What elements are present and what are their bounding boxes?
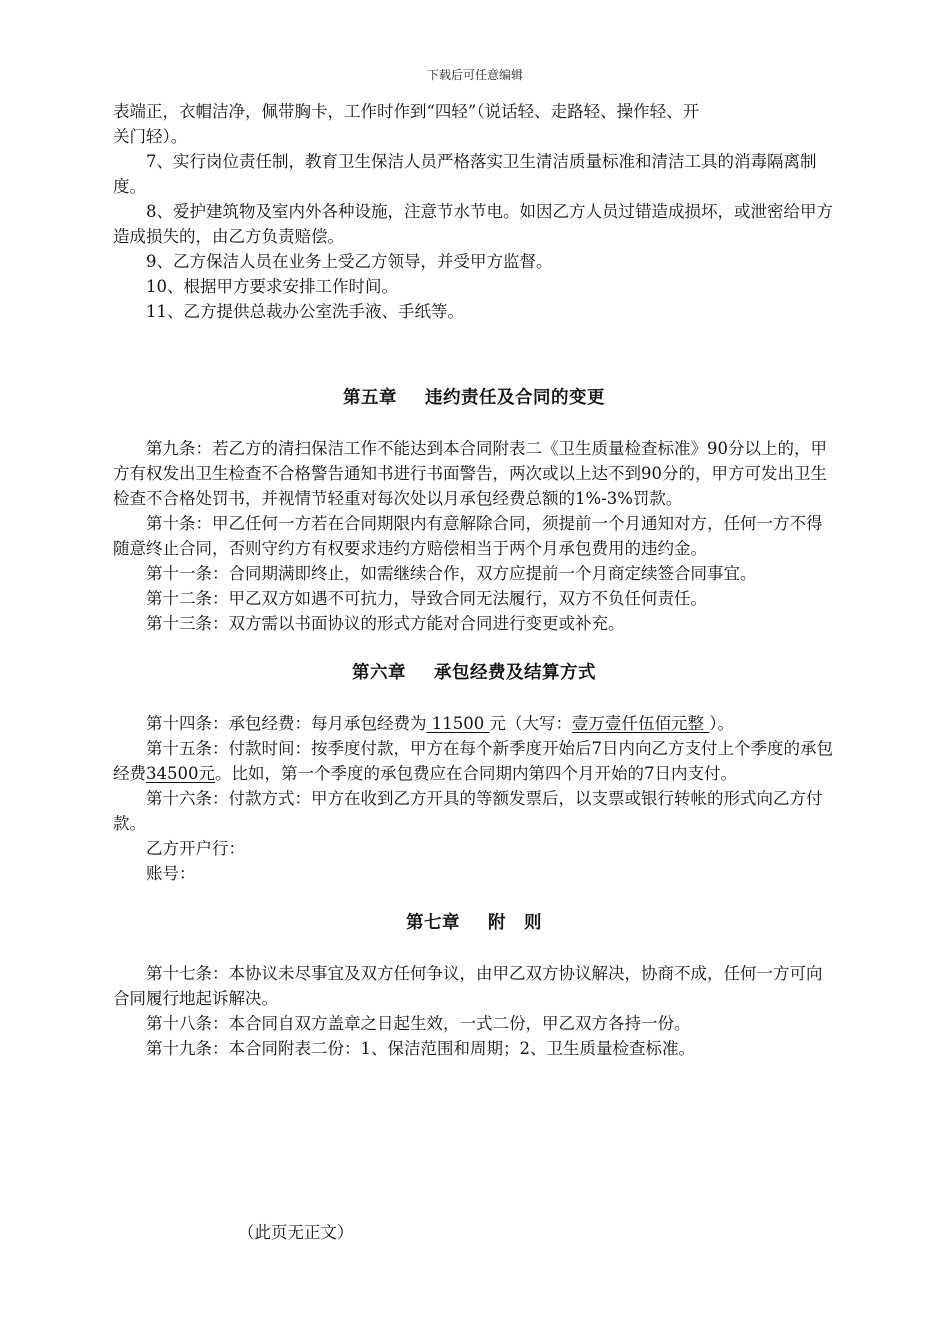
article-text: 第十四条：承包经费：每月承包经费为 (146, 714, 427, 733)
article-14 (113, 711, 835, 736)
chapter-title: 附 则 (488, 913, 542, 933)
article-9: 第九条：若乙方的清扫保洁工作不能达到本合同附表二《卫生质量检查标准》90分以上的，甲方有权发出卫生检查不合格警告通知书进行书面警告，两次或以上达不到90分的，甲方可发出卫生检查不合格处罚书，并视情节轻重对每次处以月承包经费总额的1%-3%罚款。 (113, 439, 827, 508)
article-13: 第十三条：双方需以书面协议的形式方能对合同进行变更或补充。 (146, 614, 625, 633)
quarterly-fee-amount: 34500元 (146, 764, 215, 783)
paragraph-item-10: 10、根据甲方要求安排工作时间。 (146, 277, 398, 296)
chapter-number: 第七章 (406, 913, 460, 933)
account-label: 账号： (146, 864, 196, 883)
chapter-number: 第五章 (343, 388, 397, 408)
paragraph-line: 表端正，衣帽洁净，佩带胸卡，工作时作到“四轻”（说话轻、走路轻、操作轻、开 (113, 102, 700, 121)
article-12: 第十二条：甲乙双方如遇不可抗力，导致合同无法履行，双方不负任何责任。 (146, 589, 707, 608)
article-text: 第十五条：付款时间：按季度付款，甲方在每个新季度开始后7日内向乙方支付上个季度的承包经费 (113, 739, 833, 783)
article-16: 第十六条：付款方式：甲方在收到乙方开具的等额发票后，以支票或银行转帐的形式向乙方付款。 (113, 789, 823, 833)
no-text-note: （此页无正文） (238, 1223, 354, 1242)
paragraph-item-9: 9、乙方保洁人员在业务上受乙方领导，并受甲方监督。 (146, 252, 553, 271)
article-17: 第十七条：本协议未尽事宜及双方任何争议，由甲乙双方协议解决，协商不成，任何一方可向合同履行地起诉解决。 (113, 964, 823, 1008)
contract-body (113, 99, 835, 1061)
article-19: 第十九条：本合同附表二份：1、保洁范围和周期；2、卫生质量检查标准。 (146, 1039, 695, 1058)
chapter-title: 承包经费及结算方式 (434, 663, 596, 683)
article-18: 第十八条：本合同自双方盖章之日起生效，一式二份，甲乙双方各持一份。 (146, 1014, 691, 1033)
monthly-fee-amount: 11500 (426, 714, 490, 733)
paragraph-dress-code (113, 99, 835, 149)
paragraph-item-7: 7、实行岗位责任制，教育卫生保洁人员严格落实卫生清洁质量标准和清洁工具的消毒隔离制度。 (113, 152, 817, 196)
chapter-5-heading (113, 386, 835, 411)
chapter-title: 违约责任及合同的变更 (425, 388, 605, 408)
chapter-6-heading (113, 661, 835, 686)
paragraph-item-11: 11、乙方提供总裁办公室洗手液、手纸等。 (146, 302, 464, 321)
article-text: 元（大写： (489, 714, 572, 733)
chapter-7-heading (113, 911, 835, 936)
article-text: ）。 (709, 714, 734, 733)
article-15 (113, 736, 835, 786)
bank-label: 乙方开户行： (146, 839, 245, 858)
paragraph-line: 关门轻）。 (113, 127, 188, 146)
paragraph-item-8: 8、爱护建筑物及室内外各种设施，注意节水节电。如因乙方人员过错造成损坏，或泄密给甲方造成损失的，由乙方负责赔偿。 (113, 202, 833, 246)
page-header: 下载后可任意编辑 (426, 68, 523, 82)
chapter-number: 第六章 (352, 663, 406, 683)
monthly-fee-words: 壹万壹仟伍佰元整 (571, 714, 710, 733)
article-10: 第十条：甲乙任何一方若在合同期限内有意解除合同，须提前一个月通知对方，任何一方不得随意终止合同，否则守约方有权要求违约方赔偿相当于两个月承包费用的违约金。 (113, 514, 823, 558)
article-11: 第十一条：合同期满即终止，如需继续合作，双方应提前一个月商定续签合同事宜。 (146, 564, 757, 583)
article-text: 。比如，第一个季度的承包费应在合同期内第四个月开始的7日内支付。 (215, 764, 737, 783)
